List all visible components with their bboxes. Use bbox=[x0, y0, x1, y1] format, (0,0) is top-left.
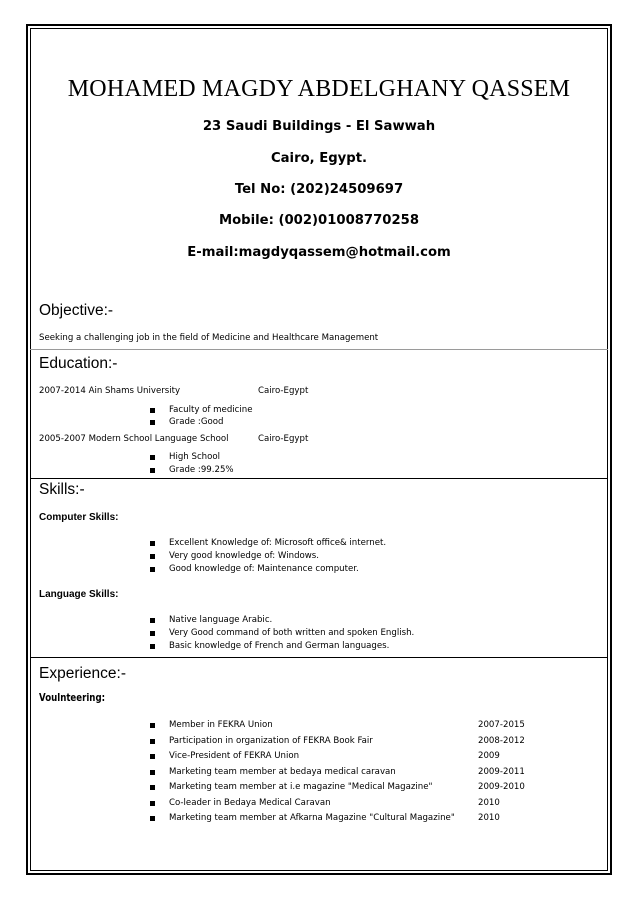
bullet-icon bbox=[150, 739, 155, 744]
education-entry-location: Cairo-Egypt bbox=[258, 386, 309, 396]
address-line-2: Cairo, Egypt. bbox=[270, 151, 368, 166]
experience-years: 2010 bbox=[478, 813, 500, 823]
bullet-icon bbox=[150, 785, 155, 790]
experience-years: 2010 bbox=[478, 798, 500, 808]
email: E-mail:magdyqassem@hotmail.com bbox=[187, 245, 451, 260]
bullet-icon bbox=[150, 770, 155, 775]
language-skill-item: Native language Arabic. bbox=[169, 615, 273, 625]
bullet-icon bbox=[150, 541, 155, 546]
bullet-icon bbox=[150, 554, 155, 559]
experience-years: 2009 bbox=[478, 751, 500, 761]
bullet-icon bbox=[150, 631, 155, 636]
computer-skills-label: Computer Skills: bbox=[39, 512, 119, 523]
objective-text: Seeking a challenging job in the field of Medicine and Healthcare Management bbox=[39, 333, 379, 343]
bullet-icon bbox=[150, 644, 155, 649]
computer-skill-item: Good knowledge of: Maintenance computer. bbox=[169, 564, 359, 574]
experience-years: 2008-2012 bbox=[478, 736, 525, 746]
experience-item: Marketing team member at i.e magazine "Medical Magazine" bbox=[169, 782, 433, 792]
experience-item: Vice-President of FEKRA Union bbox=[169, 751, 300, 761]
education-entry-location: Cairo-Egypt bbox=[258, 434, 309, 444]
experience-heading: Experience:- bbox=[39, 665, 127, 682]
bullet-icon bbox=[150, 420, 155, 425]
bullet-icon bbox=[150, 455, 155, 460]
experience-item: Member in FEKRA Union bbox=[169, 720, 273, 730]
education-bullet: Faculty of medicine bbox=[169, 405, 253, 415]
bullet-icon bbox=[150, 723, 155, 728]
computer-skill-item: Excellent Knowledge of: Microsoft office& internet. bbox=[169, 538, 387, 548]
language-skills-label: Language Skills: bbox=[39, 589, 119, 600]
experience-years: 2009-2011 bbox=[478, 767, 525, 777]
bullet-icon bbox=[150, 801, 155, 806]
objective-heading: Objective:- bbox=[39, 302, 114, 319]
experience-item: Marketing team member at Afkarna Magazine "Cultural Magazine" bbox=[169, 813, 455, 823]
language-skill-item: Basic knowledge of French and German languages. bbox=[169, 641, 390, 651]
bullet-icon bbox=[150, 816, 155, 821]
education-entry-title: 2005-2007 Modern School Language School bbox=[39, 434, 229, 444]
education-bullet: Grade :Good bbox=[169, 417, 224, 427]
language-skill-item: Very Good command of both written and spoken English. bbox=[169, 628, 415, 638]
bullet-icon bbox=[150, 567, 155, 572]
experience-item: Co-leader in Bedaya Medical Caravan bbox=[169, 798, 331, 808]
bullet-icon bbox=[150, 618, 155, 623]
bullet-icon bbox=[150, 468, 155, 473]
computer-skill-item: Very good knowledge of: Windows. bbox=[169, 551, 320, 561]
bullet-icon bbox=[150, 408, 155, 413]
education-heading: Education:- bbox=[39, 355, 118, 372]
section-divider bbox=[30, 349, 608, 350]
address-line-1: 23 Saudi Buildings - El Sawwah bbox=[202, 119, 436, 134]
mobile: Mobile: (002)01008770258 bbox=[219, 213, 419, 228]
experience-years: 2007-2015 bbox=[478, 720, 525, 730]
education-entry-title: 2007-2014 Ain Shams University bbox=[39, 386, 181, 396]
experience-item: Participation in organization of FEKRA Book Fair bbox=[169, 736, 373, 746]
bullet-icon bbox=[150, 754, 155, 759]
section-divider bbox=[30, 478, 608, 479]
section-divider bbox=[30, 657, 608, 658]
education-bullet: High School bbox=[169, 452, 221, 462]
skills-heading: Skills:- bbox=[39, 481, 85, 498]
candidate-name: MOHAMED MAGDY ABDELGHANY QASSEM bbox=[67, 76, 571, 102]
experience-item: Marketing team member at bedaya medical caravan bbox=[169, 767, 396, 777]
volunteering-label: Voulnteering: bbox=[39, 692, 106, 704]
telephone: Tel No: (202)24509697 bbox=[234, 182, 404, 197]
experience-years: 2009-2010 bbox=[478, 782, 525, 792]
education-bullet: Grade :99.25% bbox=[169, 465, 234, 475]
